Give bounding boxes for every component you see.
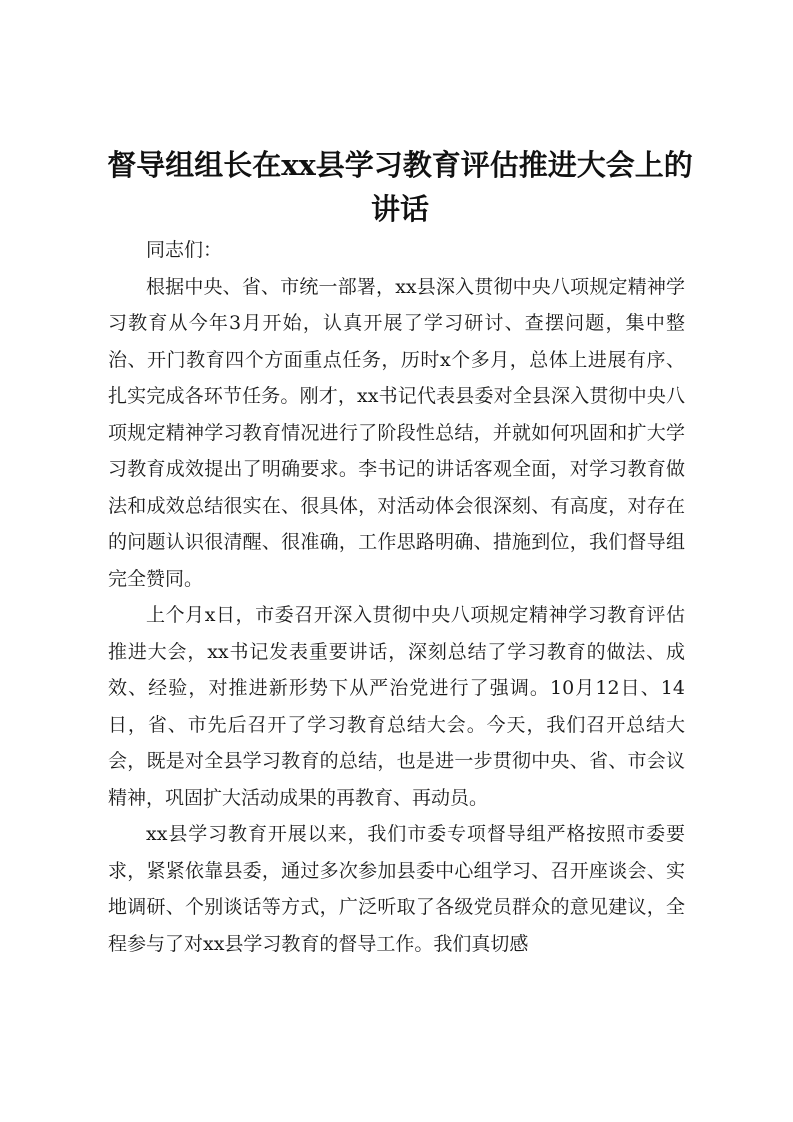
document-body (108, 232, 685, 962)
paragraph-2: 上个月x日，市委召开深入贯彻中央八项规定精神学习教育评估推进大会，xx书记发表重要讲话，深刻总结了学习教育的做法、成效、经验，对推进新形势下从严治党进行了强调。10月12日、14日，省、市先后召开了学习教育总结大会。今天，我们召开总结大会，既是对全县学习教育的总结，也是进一步贯彻中央、省、市会议精神，巩固扩大活动成果的再教育、再动员。 (108, 604, 685, 809)
paragraph-3: xx县学习教育开展以来，我们市委专项督导组严格按照市委要求，紧紧依靠县委，通过多次参加县委中心组学习、召开座谈会、实地调研、个别谈话等方式，广泛听取了各级党员群众的意见建议，全程参与了对xx县学习教育的督导工作。我们真切感 (108, 823, 685, 955)
document-title: 督导组组长在xx县学习教育评估推进大会上的讲话 (107, 148, 693, 226)
paragraph-1: 根据中央、省、市统一部署，xx县深入贯彻中央八项规定精神学习教育从今年3月开始，认真开展了学习研讨、查摆问题，集中整治、开门教育四个方面重点任务，历时x个多月，总体上进展有序、扎实完成各环节任务。刚才，xx书记代表县委对全县深入贯彻中央八项规定精神学习教育情况进行了阶段性总结，并就如何巩固和扩大学习教育成效提出了明确要求。李书记的讲话客观全面，对学习教育做法和成效总结很实在、很具体，对活动体会很深刻、有高度，对存在的问题认识很清醒、很准确，工作思路明确、措施到位，我们督导组完全赞同。 (108, 275, 685, 590)
greeting: 同志们： (146, 239, 223, 261)
